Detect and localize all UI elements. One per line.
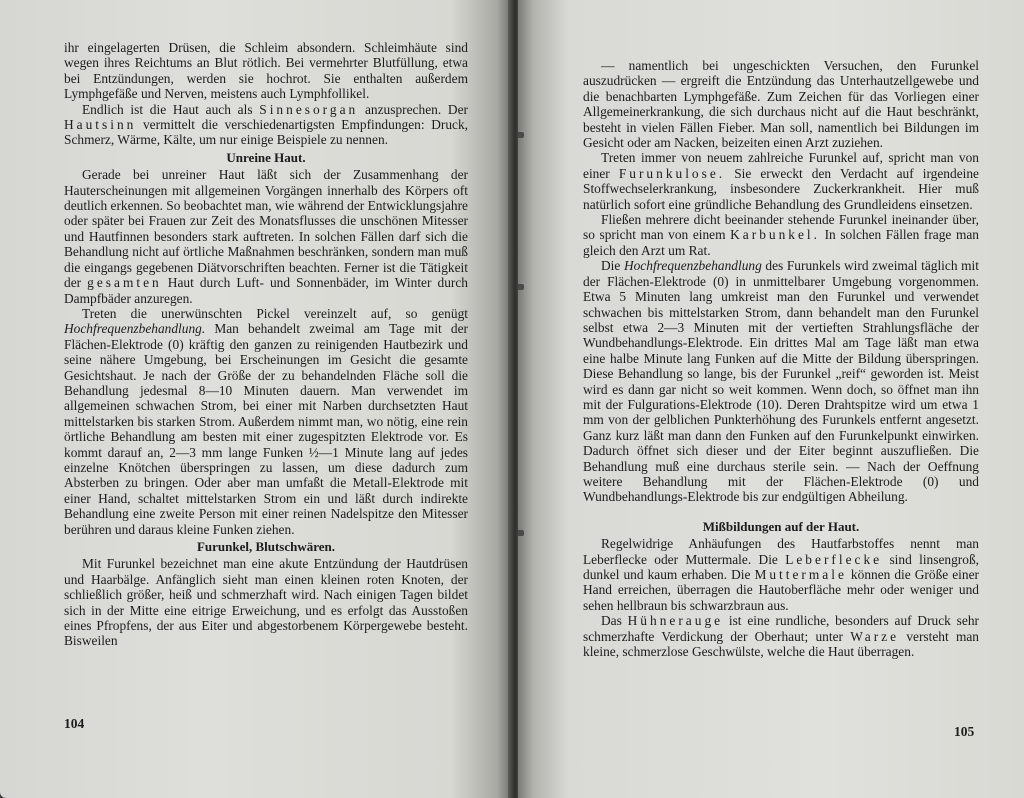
binding-mark: [518, 284, 524, 290]
heading-missbildungen: Mißbildungen auf der Haut.: [702, 518, 860, 534]
left-page-text: [64, 40, 468, 649]
page-number-right: 105: [954, 724, 975, 739]
paragraph-furunkel-cont: — namentlich bei ungeschickten Versuchen, den Furunkel auszudrücken — ergreift die Entzündung das Unterhautzellgewebe und die benachbarten Lymphgefäße. Zum Zeichen für das Vorliegen einer Allgemeinerkrankung, die sich durchaus nicht auf die Haut beschränkt, besteht in vielen Fällen Fieber. Man soll, namentlich bei Bildungen im Gesicht oder am Nacken, beizeiten einen Arzt zuziehen.: [583, 58, 979, 151]
paragraph-unreine-haut: Gerade bei unreiner Haut läßt sich der Zusammenhang der Hauterscheinungen mit allgemeinen Vorgängen innerhalb des Körpers oft deutlich erkennen. So beobachtet man, wie während der Entwicklungsjahre oder später bei Frauen zur Zeit des Monatsflusses die unschönen Mitesser und Hautfinnen besonders stark auftreten. In solchen Fällen darf sich die Behandlung nicht auf örtliche Maßnahmen beschränken, sondern man muß die eingangs gegebenen Diätvorschriften beachten. Ferner ist die Tätigkeit der gesamten Haut durch Luft- und Sonnenbäder, im Winter durch Dampfbäder anzuregen.: [64, 167, 468, 306]
paragraph-furunkel: Mit Furunkel bezeichnet man eine akute Entzündung der Hautdrüsen und Haarbälge. Anfänglich sieht man einen kleinen roten Knoten, der schließlich größer, heiß und schmerzhaft wird. Nach einigen Tagen bildet sich in der Mitte eine eitrige Erweichung, und es erfolgt das Ausstoßen eines Pfropfens, der aus Eiter und abgestorbenem Körpergewebe besteht. Bisweilen: [64, 556, 468, 649]
heading-furunkel: Furunkel, Blutschwären.: [196, 539, 336, 554]
paragraph-hochfrequenz: Die Hochfrequenzbehandlung des Furunkels wird zweimal täglich mit der Flächen-Elektrode (0) in unmittelbarer Umgebung vorgenommen. Etwa 5 Minuten lang umkreist man den Furunkel und verwendet schwachen bis mittelstarken Strom, dann behandelt man den Furunkel selbst etwa 2—3 Minuten mit der vertieften Strahlungsfläche der Wundbehandlungs-Elektrode. Ein drittes Mal am Tage läßt man etwa eine halbe Minute lang Funken auf die Mitte der Bildung überspringen. Diese Behandlung so lange, bis der Furunkel „reif“ geworden ist. Meist wird es dann gar nicht so weit kommen. Wenn doch, so öffnet man ihn mit der Fulgurations-Elektrode (10). Deren Drahtspitze wird um etwa 1 mm von der gelblichen Punkterhöhung des Furunkels entfernt angesetzt. Ganz kurz läßt man dann den Funken auf den Furunkelpunkt einwirken. Dadurch öffnet sich dieser und der Eiter beginnt auszufließen. Die Behandlung muß eine durchaus sterile sein. — Nach der Oeffnung weitere Behandlung mit der Flächen-Elektrode (0) und Wundbehandlungs-Elektrode bis zur endgültigen Abheilung.: [583, 258, 979, 505]
paragraph-karbunkel: Fließen mehrere dicht beeinander stehende Furunkel ineinander über, so spricht man von einem Karbunkel. In solchen Fällen frage man gleich den Arzt um Rat.: [583, 212, 979, 258]
right-page-text: [583, 58, 979, 659]
binding-mark: [518, 132, 524, 138]
paragraph-leberflecke: Regelwidrige Anhäufungen des Hautfarbstoffes nennt man Leberflecke oder Muttermale. Die Leberflecke sind linsengroß, dunkel und kaum erhaben. Die Muttermale können die Größe einer Hand erreichen, überragen die Hautoberfläche mehr oder weniger und sehen hellbraun bis schwarzbraun aus.: [583, 536, 979, 613]
binding-mark: [518, 530, 524, 536]
heading-unreine-haut: Unreine Haut.: [226, 149, 306, 165]
right-page: [518, 0, 1024, 798]
page-number-left: 104: [64, 716, 85, 731]
paragraph-sinnesorgan: Endlich ist die Haut auch als Sinnesorgan anzusprechen. Der Hautsinn vermittelt die verschiedenartigsten Empfindungen: Druck, Schmerz, Wärme, Kälte, um nur einige Beispiele zu nennen.: [64, 101, 468, 148]
paragraph-pickel: Treten die unerwünschten Pickel vereinzelt auf, so genügt Hochfrequenzbehandlung. Man behandelt zweimal am Tage mit der Flächen-Elektrode (0) kräftig den ganzen zu reinigenden Hautbezirk und seine nähere Umgebung, bei Erscheinungen im Gesicht die gesamte Gesichtshaut. Je nach der Größe der zu behandelnden Fläche soll die Behandlung jedesmal 8—10 Minuten dauern. Man verwendet im allgemeinen schwachen Strom, bei einer mit Narben durchsetzten Haut mittelstarken bis starken Strom. Außerdem nimmt man, wo nötig, eine rein örtliche Behandlung am besten mit einer zugespitzten Elektrode vor. Es kommt darauf an, 2—3 mm lange Funken ½—1 Minute lang auf jedes einzelne Knötchen überspringen zu lassen, um diese dadurch zum Absterben zu bringen. Oder aber man umfaßt die Metall-Elektrode mit einer Hand, schaltet mittelstarken Strom ein und läßt durch indirekte Behandlung eine zweite Person mit einer reinen Nadelspitze den Mitesser berühren und daraus kleine Funken ziehen.: [64, 305, 468, 537]
paragraph-huehnerauge: Das Hühnerauge ist eine rundliche, besonders auf Druck sehr schmerzhafte Verdickung der Oberhaut; unter Warze versteht man kleine, schmerzlose Geschwülste, welche die Haut überragen.: [583, 613, 979, 660]
paragraph-furunkulose: Treten immer von neuem zahlreiche Furunkel auf, spricht man von einer Furunkulose. Sie erweckt den Verdacht auf irgendeine Stoffwechselerkrankung, insbesondere Zuckerkrankheit. Hier muß natürlich sofort eine gründliche Behandlung des Grundleidens einsetzen.: [583, 150, 980, 212]
paragraph-mucosa: ihr eingelagerten Drüsen, die Schleim absondern. Schleimhäute sind wegen ihres Reichtums an Blut rötlich. Bei vermehrter Blutfüllung, etwa bei Entzündungen, werden sie hochrot. Sie enthalten außerdem Lymphgefäße und Nerven, meistens auch Lymphfollikel.: [64, 40, 468, 102]
